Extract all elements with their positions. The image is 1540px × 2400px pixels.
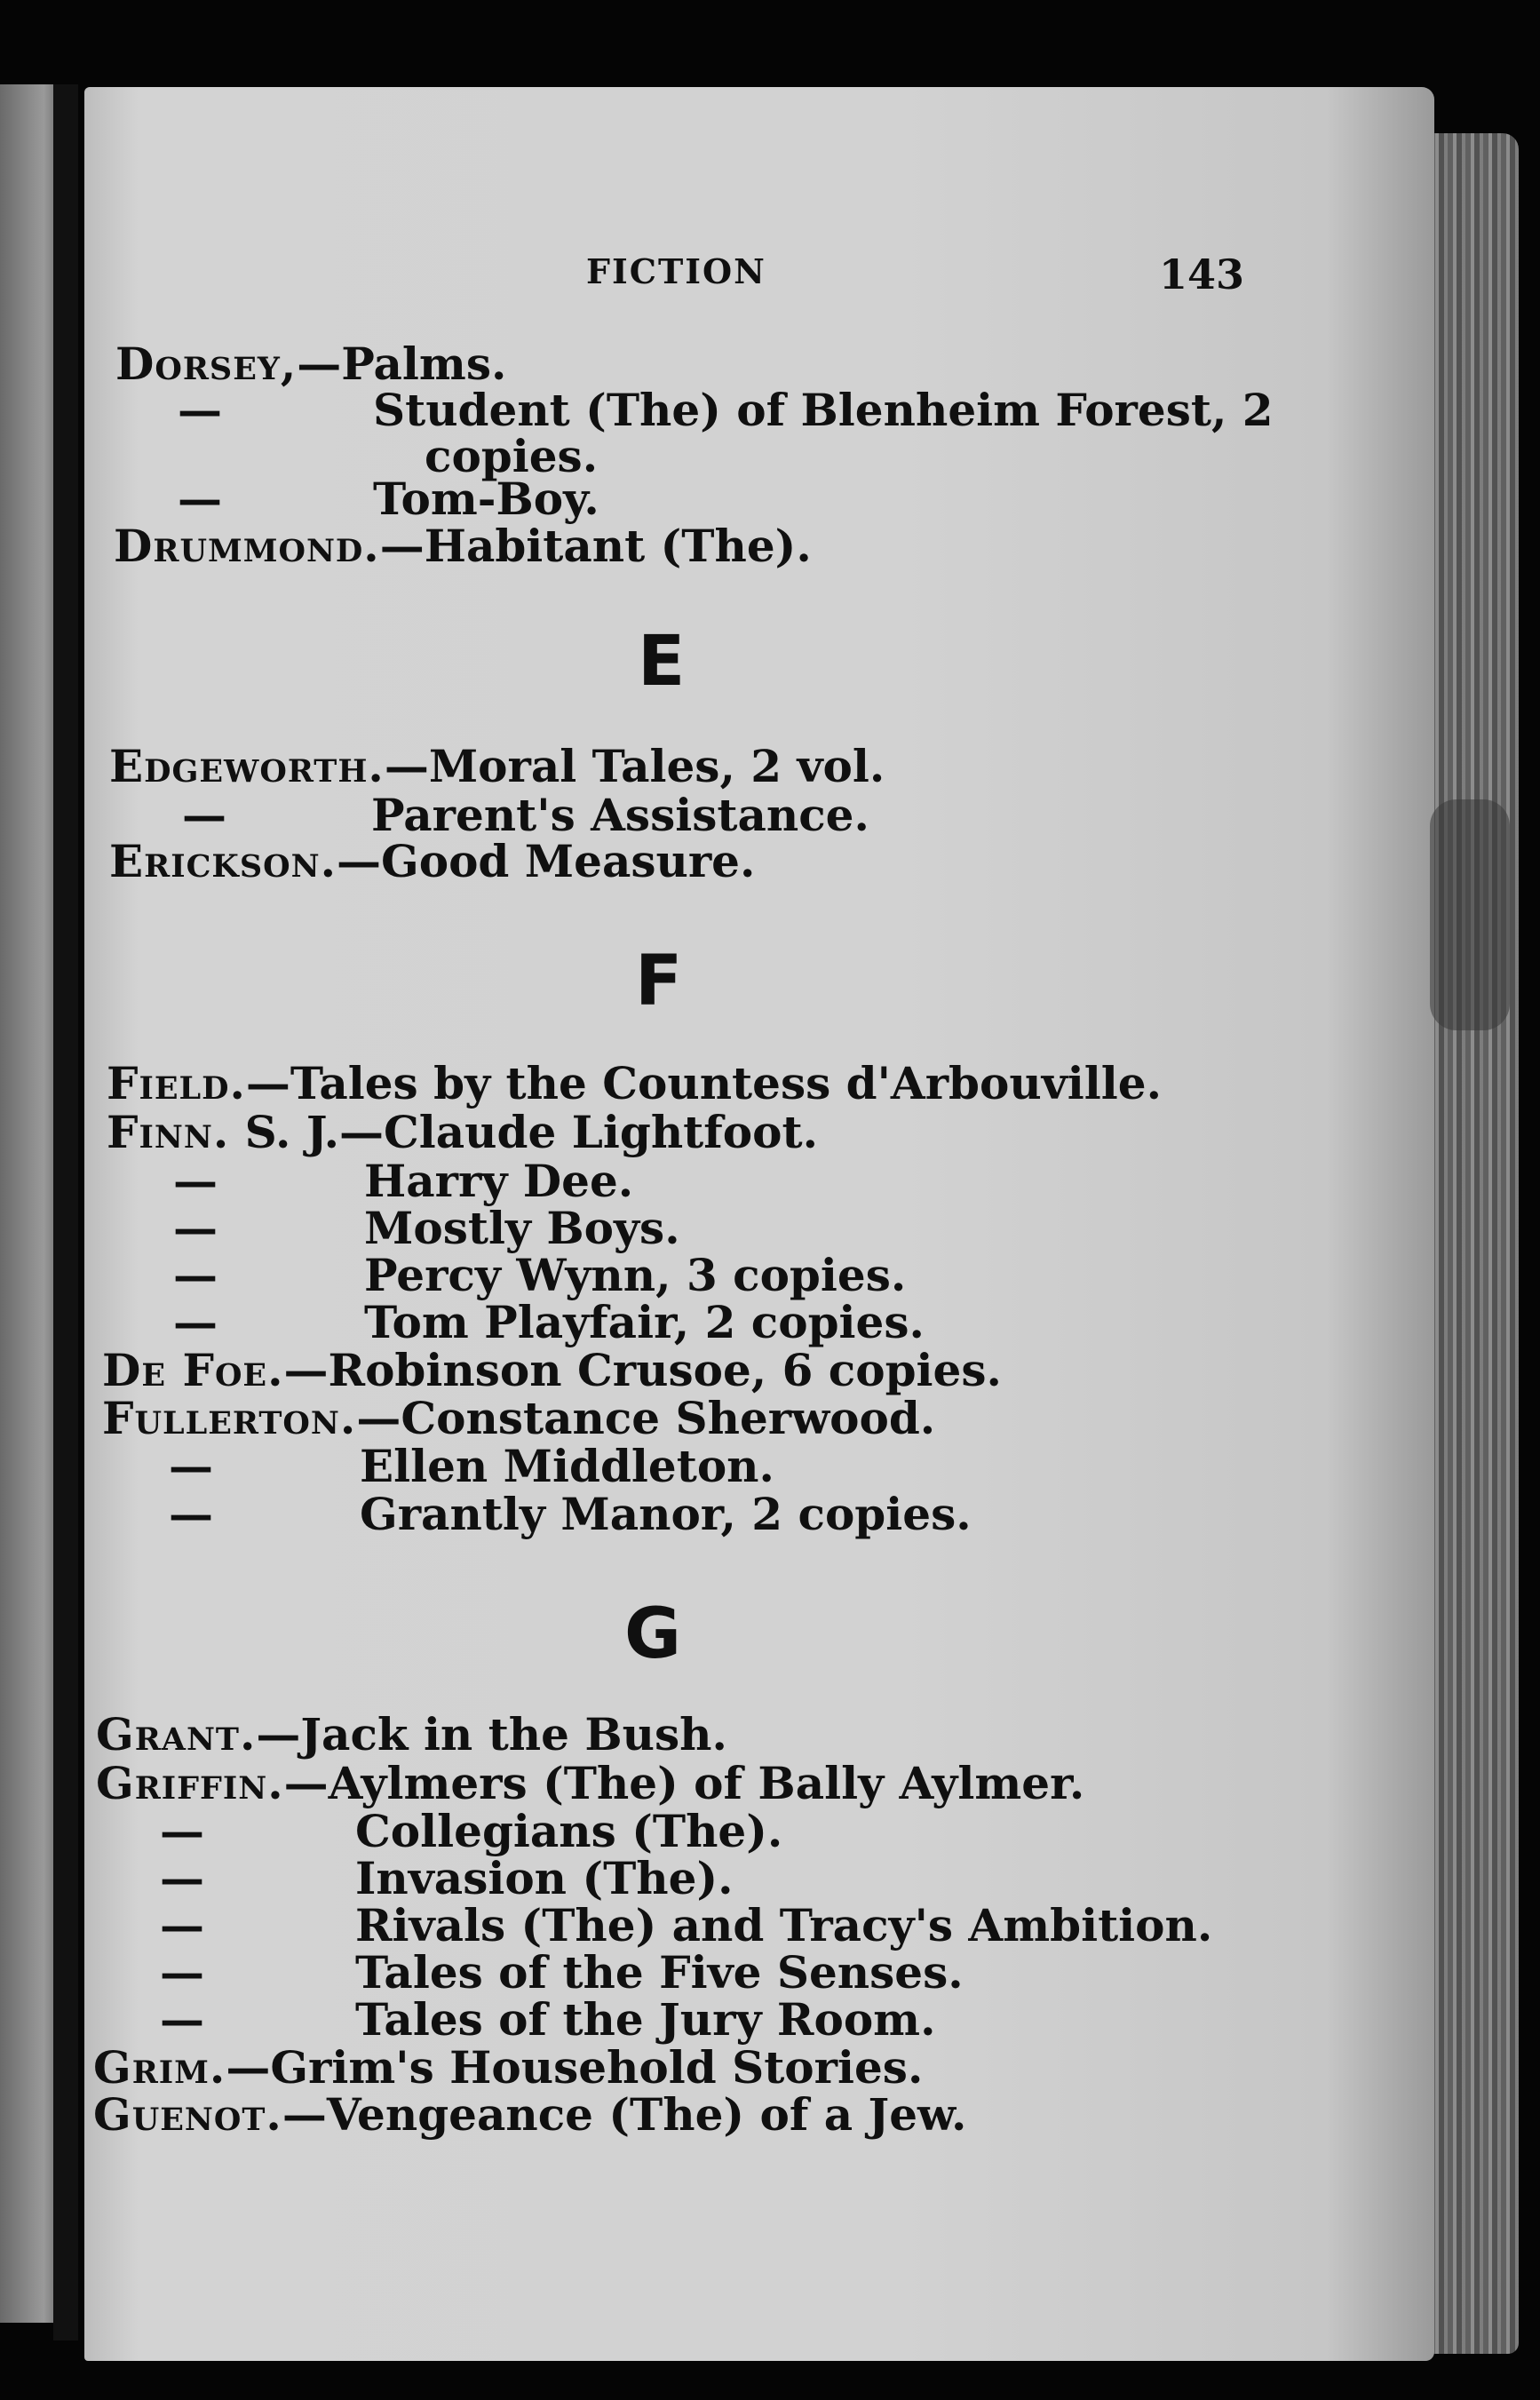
title: —Moral Tales, 2 vol. — [384, 740, 885, 792]
title: Harry Dee. — [364, 1155, 634, 1207]
author-name: Drummond. — [114, 520, 380, 572]
entry-erickson — [109, 835, 756, 887]
entry-griffin — [96, 1757, 1085, 1809]
page-number: 143 — [1159, 250, 1245, 298]
ditto-mark: — — [160, 1993, 204, 2046]
title: —Palms. — [297, 338, 507, 390]
ditto-mark: — — [178, 473, 222, 525]
author-name: Finn. — [107, 1106, 230, 1158]
entry-fullerton — [102, 1392, 936, 1444]
author-name: Field. — [107, 1057, 246, 1109]
title: —Aylmers (The) of Bally Aylmer. — [283, 1757, 1085, 1809]
ditto-mark: — — [160, 1852, 204, 1904]
ditto-mark: — — [169, 1440, 213, 1492]
author-name: Griffin. — [96, 1757, 284, 1809]
running-title: FICTION — [586, 251, 766, 291]
title: —Robinson Crusoe, 6 copies. — [283, 1344, 1002, 1396]
author-suffix: S. J. — [229, 1106, 339, 1158]
author-name: Grant. — [96, 1708, 257, 1760]
entry-grant — [96, 1708, 727, 1760]
title: —Grim's Household Stories. — [226, 2041, 924, 2094]
title: —Tales by the Countess d'Arbouville. — [245, 1057, 1162, 1109]
entry-dorsey — [115, 338, 507, 390]
ditto-mark: — — [173, 1202, 218, 1254]
ditto-mark: — — [173, 1249, 218, 1301]
entry-drummond — [114, 520, 812, 572]
entry-defoe — [102, 1344, 1002, 1396]
author-name: De Foe. — [102, 1344, 284, 1396]
entry-edgeworth — [109, 740, 885, 792]
ditto-mark: — — [169, 1488, 213, 1540]
title: —Jack in the Bush. — [256, 1708, 727, 1760]
title: —Good Measure. — [337, 835, 756, 887]
title: —Claude Lightfoot. — [339, 1106, 818, 1158]
section-letter-f: F — [635, 942, 683, 1021]
title: —Constance Sherwood. — [356, 1392, 936, 1444]
author-name: Fullerton. — [102, 1392, 357, 1444]
author-name: Erickson. — [109, 835, 337, 887]
entry-guenot — [93, 2088, 967, 2141]
title: Rivals (The) and Tracy's Ambition. — [355, 1899, 1213, 1951]
title-continuation: copies. — [425, 430, 599, 482]
ditto-mark: — — [178, 384, 222, 436]
title: Tales of the Five Senses. — [355, 1946, 964, 1999]
title: Tom Playfair, 2 copies. — [364, 1296, 925, 1348]
title: Parent's Assistance. — [371, 789, 869, 841]
ditto-mark: — — [182, 789, 226, 841]
title: Percy Wynn, 3 copies. — [364, 1249, 907, 1301]
ditto-mark: — — [160, 1899, 204, 1951]
title: Invasion (The). — [355, 1852, 734, 1904]
title: —Vengeance (The) of a Jew. — [282, 2088, 967, 2141]
ditto-mark: — — [173, 1296, 218, 1348]
title: Tom-Boy. — [373, 473, 599, 525]
title: Student (The) of Blenheim Forest, 2 — [373, 384, 1274, 436]
author-name: Guenot. — [93, 2088, 282, 2141]
author-name: Edgeworth. — [109, 740, 385, 792]
ditto-mark: — — [160, 1946, 204, 1999]
author-name: Grim. — [93, 2041, 226, 2094]
title: Ellen Middleton. — [360, 1440, 774, 1492]
ditto-mark: — — [160, 1805, 204, 1857]
entry-field — [107, 1057, 1162, 1109]
title: Grantly Manor, 2 copies. — [360, 1488, 972, 1540]
ditto-mark: — — [173, 1155, 218, 1207]
entry-finn — [107, 1106, 818, 1158]
entry-grim — [93, 2041, 924, 2094]
title: Collegians (The). — [355, 1805, 783, 1857]
author-name: Dorsey, — [115, 338, 298, 390]
section-letter-e: E — [638, 622, 686, 702]
title: Mostly Boys. — [364, 1202, 680, 1254]
title: Tales of the Jury Room. — [355, 1993, 936, 2046]
section-letter-g: G — [624, 1594, 682, 1674]
title: —Habitant (The). — [379, 520, 812, 572]
